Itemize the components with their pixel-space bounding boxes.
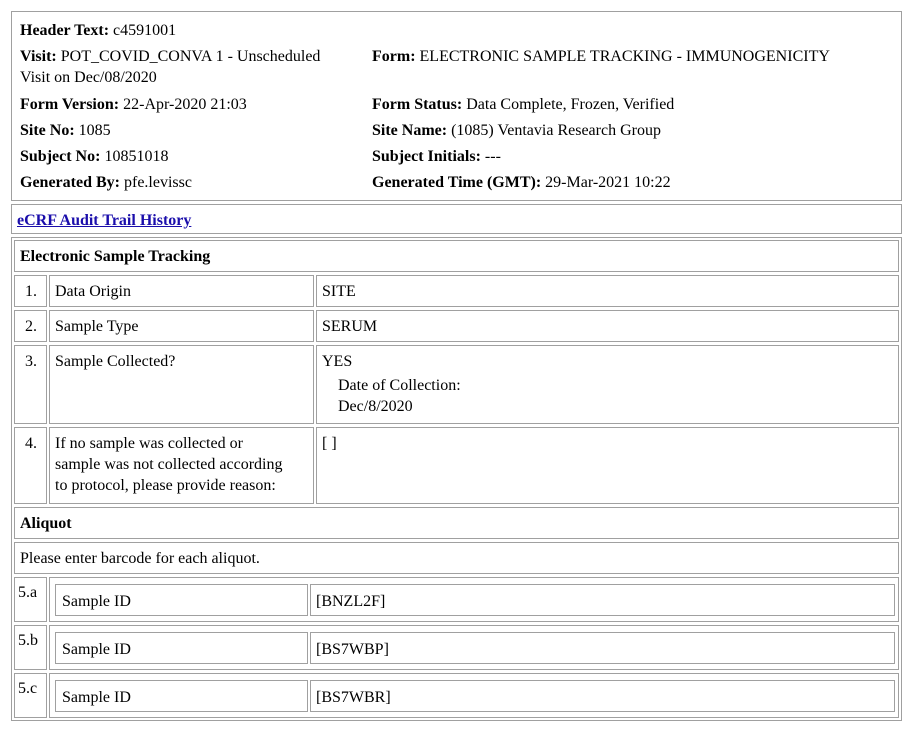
form-table	[11, 237, 902, 721]
form-status-value: Data Complete, Frozen, Verified	[466, 96, 675, 113]
generated-by-value: pfe.levissc	[123, 174, 192, 191]
sample-id-label-cell	[55, 632, 308, 664]
form-version-label: Form Version:	[20, 96, 120, 113]
section-title: Electronic Sample Tracking	[20, 248, 211, 265]
answer-value: SERUM	[322, 318, 378, 335]
subject-initials-line	[372, 148, 501, 166]
collection-date-value: Dec/8/2020	[338, 398, 413, 415]
generated-by-line	[20, 174, 192, 192]
generated-time-line	[372, 174, 671, 192]
sample-id-value-cell	[310, 584, 895, 616]
row-number: 2.	[25, 318, 37, 335]
subject-initials-label: Subject Initials:	[372, 148, 481, 165]
answer-value: [ ]	[322, 435, 337, 452]
row-number: 3.	[25, 353, 37, 370]
subject-no-line	[20, 148, 168, 166]
generated-by-label: Generated By:	[20, 174, 120, 191]
aliquot-number-cell	[14, 625, 47, 670]
answer-cell	[316, 427, 899, 504]
site-name-label: Site Name:	[372, 122, 448, 139]
aliquot-item-cell	[49, 673, 899, 718]
row-number-cell	[14, 310, 47, 342]
site-name-value: (1085) Ventavia Research Group	[451, 122, 661, 139]
question-label-line: If no sample was collected or	[55, 435, 243, 452]
site-no-line	[20, 122, 111, 140]
row-number: 4.	[25, 435, 37, 452]
visit-line-2	[20, 69, 157, 87]
question-label: Sample Collected?	[55, 353, 176, 370]
visit-value-cont: Visit on Dec/08/2020	[20, 69, 157, 86]
question-label: Sample Type	[55, 318, 139, 335]
aliquot-number-cell	[14, 673, 47, 718]
question-cell	[49, 345, 314, 424]
aliquot-instruction-row	[14, 542, 899, 574]
sample-id-value: [BS7WBR]	[316, 689, 391, 706]
aliquot-number: 5.a	[18, 584, 38, 601]
visit-label: Visit:	[20, 48, 57, 65]
question-cell	[49, 275, 314, 307]
sample-id-value: [BS7WBP]	[316, 641, 389, 658]
header-text-value: c4591001	[113, 22, 177, 39]
form-value: ELECTRONIC SAMPLE TRACKING - IMMUNOGENICITY	[419, 48, 830, 65]
form-label: Form:	[372, 48, 416, 65]
sample-id-value-cell	[310, 680, 895, 712]
row-number-cell	[14, 275, 47, 307]
subject-no-value: 10851018	[104, 148, 169, 165]
aliquot-number: 5.c	[18, 680, 38, 697]
aliquot-instruction: Please enter barcode for each aliquot.	[20, 550, 260, 567]
header-text-line	[20, 22, 176, 40]
header-text-label: Header Text:	[20, 22, 110, 39]
form-status-label: Form Status:	[372, 96, 463, 113]
form-header	[11, 11, 902, 201]
sample-id-label-cell	[55, 584, 308, 616]
aliquot-number: 5.b	[18, 632, 38, 649]
site-no-value: 1085	[78, 122, 111, 139]
generated-time-label: Generated Time (GMT):	[372, 174, 542, 191]
subject-initials-value: ---	[484, 148, 501, 165]
answer-cell	[316, 310, 899, 342]
site-no-label: Site No:	[20, 122, 75, 139]
collection-date-label: Date of Collection:	[338, 377, 461, 394]
sample-id-label: Sample ID	[62, 689, 131, 706]
sample-id-value-cell	[310, 632, 895, 664]
visit-line	[20, 48, 320, 66]
form-version-value: 22-Apr-2020 21:03	[123, 96, 247, 113]
form-version-line	[20, 96, 247, 114]
visit-value: POT_COVID_CONVA 1 - Unscheduled	[60, 48, 321, 65]
sample-id-label: Sample ID	[62, 593, 131, 610]
form-status-line	[372, 96, 674, 114]
row-number-cell	[14, 427, 47, 504]
answer-value: YES	[322, 353, 353, 370]
aliquot-title: Aliquot	[20, 515, 72, 532]
subject-no-label: Subject No:	[20, 148, 101, 165]
sample-id-label-cell	[55, 680, 308, 712]
section-title-row	[14, 240, 899, 272]
sample-id-label: Sample ID	[62, 641, 131, 658]
aliquot-item-cell	[49, 625, 899, 670]
aliquot-title-row	[14, 507, 899, 539]
question-label-line: to protocol, please provide reason:	[55, 477, 276, 494]
answer-cell	[316, 345, 899, 424]
audit-trail-bar	[11, 204, 902, 234]
question-label-line: sample was not collected according	[55, 456, 283, 473]
row-number-cell	[14, 345, 47, 424]
audit-trail-link[interactable]: eCRF Audit Trail History	[17, 212, 192, 229]
generated-time-value: 29-Mar-2021 10:22	[545, 174, 671, 191]
sample-id-value: [BNZL2F]	[316, 593, 386, 610]
aliquot-item-cell	[49, 577, 899, 622]
answer-cell	[316, 275, 899, 307]
form-line	[372, 48, 830, 66]
question-label: Data Origin	[55, 283, 131, 300]
aliquot-number-cell	[14, 577, 47, 622]
row-number: 1.	[25, 283, 37, 300]
question-cell	[49, 427, 314, 504]
site-name-line	[372, 122, 661, 140]
question-cell	[49, 310, 314, 342]
answer-value: SITE	[322, 283, 356, 300]
